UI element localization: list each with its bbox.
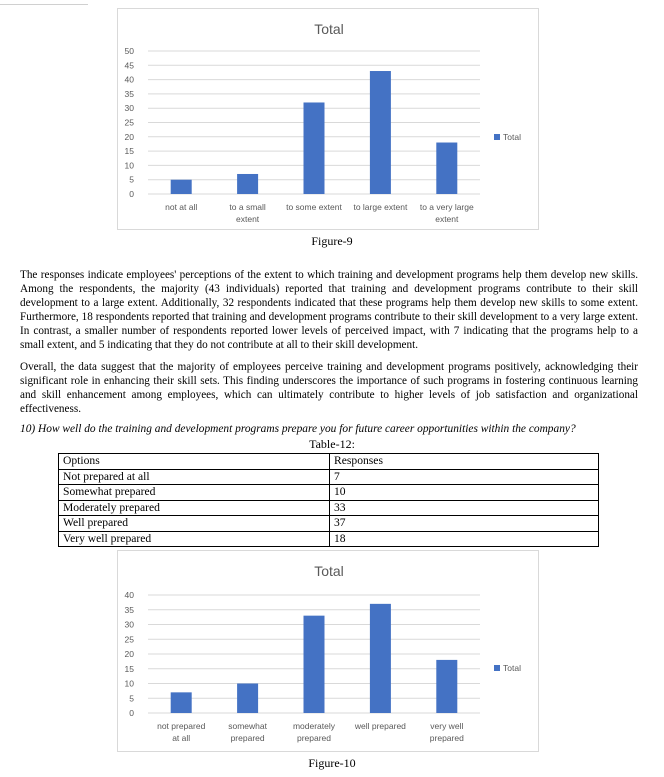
y-tick-label: 20 xyxy=(124,131,134,142)
x-tick-label: to some extent xyxy=(286,202,342,212)
figure-10-chart xyxy=(117,550,539,752)
table-cell-response: 18 xyxy=(330,531,599,547)
bar xyxy=(237,684,258,714)
y-tick-label: 30 xyxy=(124,103,134,114)
table-row xyxy=(59,516,599,532)
x-tick-label: well prepared xyxy=(354,721,406,731)
table-12-title: Table-12: xyxy=(309,437,355,451)
y-tick-label: 0 xyxy=(129,708,134,718)
table-header-responses: Responses xyxy=(330,454,599,470)
table-cell-response: 33 xyxy=(330,500,599,516)
x-tick-label: prepared xyxy=(230,733,265,743)
y-tick-label: 0 xyxy=(129,189,134,199)
bar xyxy=(171,692,192,713)
table-cell-option: Well prepared xyxy=(59,516,330,532)
chart-title: Total xyxy=(314,563,344,579)
paragraph-2: Overall, the data suggest that the majority of employees perceive training and development programs positively, acknowledging their significant role in enhancing their skill sets. This finding underscores the importance of such programs in fostering continuous learning and skill enhancement among employees, which can ultimately contribute to higher levels of job satisfaction and organizational effectiveness. xyxy=(20,361,638,416)
x-tick-label: extent xyxy=(236,214,260,224)
legend-swatch xyxy=(494,134,500,140)
x-tick-label: moderately xyxy=(292,721,336,731)
bar xyxy=(436,143,457,194)
table-row xyxy=(59,500,599,516)
paragraph-1: The responses indicate employees' perceptions of the extent to which training and development programs help them develop new skills. Among the respondents, the majority (43 individuals) reported that training and development programs contribute to their skill development to a large extent. Additionally, 32 respondents indicated that these programs help them develop new skills to some extent. Furthermore, 18 respondents reported that training and development programs contribute to their skill development to a very large extent. In contrast, a smaller number of respondents reported lower levels of perceived impact, with 7 indicating that the programs help to a small extent, and 5 indicating that they do not contribute at all to their skill development. xyxy=(20,269,638,352)
table-row xyxy=(59,469,599,485)
y-tick-label: 40 xyxy=(124,74,134,85)
chart-title: Total xyxy=(314,21,344,37)
y-tick-label: 15 xyxy=(124,663,134,674)
table-row xyxy=(59,485,599,501)
y-tick-label: 45 xyxy=(124,60,134,71)
figure-9-chart xyxy=(117,8,539,230)
bar xyxy=(436,660,457,713)
bar xyxy=(304,616,325,713)
top-rule xyxy=(0,0,88,5)
table-cell-response: 7 xyxy=(330,469,599,485)
y-tick-label: 10 xyxy=(124,160,134,171)
legend-swatch xyxy=(494,665,500,671)
table-12 xyxy=(58,453,599,547)
x-tick-label: very well xyxy=(430,721,464,731)
y-tick-label: 5 xyxy=(129,693,134,704)
y-tick-label: 15 xyxy=(124,146,134,157)
bar xyxy=(370,71,391,194)
y-tick-label: 35 xyxy=(124,88,134,99)
table-cell-option: Moderately prepared xyxy=(59,500,330,516)
x-tick-label: to a small xyxy=(229,202,266,212)
figure-10-chart-svg xyxy=(118,551,538,751)
x-tick-label: to a very large xyxy=(419,202,474,212)
y-tick-label: 10 xyxy=(124,678,134,689)
question-10: 10) How well do the training and development programs prepare you for future career opportunities within the company? xyxy=(20,423,576,435)
table-cell-option: Very well prepared xyxy=(59,531,330,547)
y-tick-label: 50 xyxy=(124,46,134,56)
y-tick-label: 30 xyxy=(124,619,134,630)
x-tick-label: extent xyxy=(435,214,459,224)
y-tick-label: 25 xyxy=(124,117,134,128)
x-tick-label: not prepared xyxy=(157,721,206,731)
table-cell-option: Not prepared at all xyxy=(59,469,330,485)
table-cell-response: 37 xyxy=(330,516,599,532)
y-tick-label: 25 xyxy=(124,634,134,645)
figure-10-caption: Figure-10 xyxy=(308,756,356,770)
table-cell-option: Somewhat prepared xyxy=(59,485,330,501)
figure-9-caption: Figure-9 xyxy=(311,234,353,248)
y-tick-label: 40 xyxy=(124,590,134,600)
x-tick-label: somewhat xyxy=(228,721,267,731)
figure-9-chart-svg xyxy=(118,9,538,229)
bar xyxy=(171,180,192,194)
x-tick-label: not at all xyxy=(165,202,198,212)
table-header-options: Options xyxy=(59,454,330,470)
bar xyxy=(370,604,391,713)
bar xyxy=(304,102,325,194)
y-tick-label: 20 xyxy=(124,649,134,659)
x-tick-label: prepared xyxy=(296,733,332,743)
legend-label: Total xyxy=(503,663,521,673)
legend-label: Total xyxy=(503,132,521,142)
x-tick-label: to large extent xyxy=(353,202,408,212)
y-tick-label: 5 xyxy=(129,174,134,185)
table-cell-response: 10 xyxy=(330,485,599,501)
y-tick-label: 35 xyxy=(124,604,134,615)
table-row xyxy=(59,531,599,547)
bar xyxy=(237,174,258,194)
x-tick-label: prepared xyxy=(429,733,464,743)
table-header-row xyxy=(59,454,599,470)
x-tick-label: at all xyxy=(172,733,191,743)
